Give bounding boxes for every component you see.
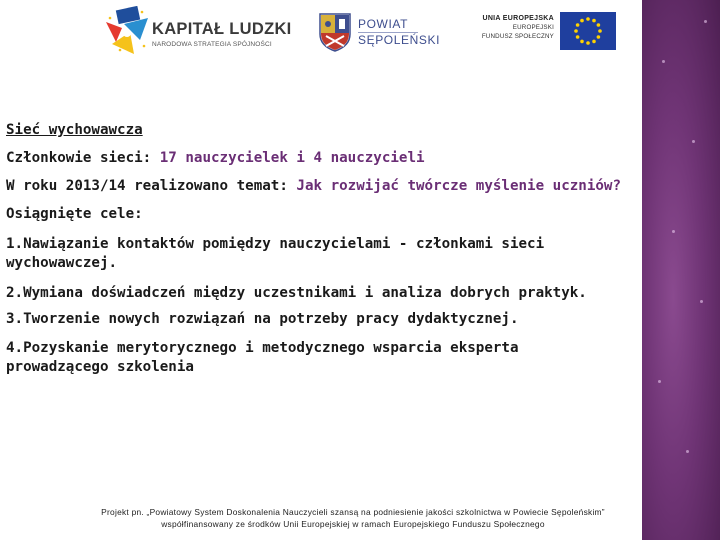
sparkle-decoration (704, 20, 707, 23)
eu-text-block (476, 14, 554, 41)
coat-of-arms-icon (318, 12, 352, 52)
eu-flag-icon (560, 12, 616, 50)
sparkle-decoration (700, 300, 703, 303)
kapital-ludzki-emblem-icon (104, 6, 150, 56)
sparkle-decoration (662, 60, 665, 63)
goals-label: Osiągnięte cele: (6, 206, 143, 222)
sparkle-decoration (658, 380, 661, 383)
sparkle-decoration (686, 450, 689, 453)
eu-line2: EUROPEJSKI (512, 24, 554, 31)
members-line (6, 150, 425, 166)
powiat-line1: POWIAT (358, 17, 409, 31)
eu-line1: UNIA EUROPEJSKA (482, 15, 554, 22)
topic-value: Jak rozwijać twórcze myślenie uczniów? (296, 178, 622, 194)
powiat-line2: SĘPOLEŃSKI (358, 33, 441, 47)
sparkle-decoration (672, 230, 675, 233)
members-value: 17 nauczycielek i 4 nauczycieli (159, 150, 425, 166)
decorative-side-panel (642, 0, 720, 540)
footer-line1: Projekt pn. „Powiatowy System Doskonalenia Nauczycieli szansą na podniesienie jakości szkolnictwa w Powiecie Sępoleńskim” (101, 507, 605, 517)
kapital-ludzki-logo (104, 6, 292, 56)
kapital-ludzki-subtitle: NARODOWA STRATEGIA SPÓJNOŚCI (152, 41, 272, 48)
topic-label: W roku 2013/14 realizowano temat: (6, 178, 288, 194)
members-label: Członkowie sieci: (6, 150, 152, 166)
powiat-logo (318, 12, 441, 52)
goal-item-3: 3.Tworzenie nowych rozwiązań na potrzeby pracy dydaktycznej. (6, 311, 519, 327)
eu-line3: FUNDUSZ SPOŁECZNY (481, 33, 554, 40)
footer (58, 506, 648, 530)
goal-item-2: 2.Wymiana doświadczeń między uczestnikami i analiza dobrych praktyk. (6, 285, 587, 301)
eu-logo (476, 12, 616, 52)
goal-item-4: 4.Pozyskanie merytorycznego i metodycznego wsparcia eksperta prowadzącego szkolenia (6, 340, 519, 375)
sparkle-decoration (692, 140, 695, 143)
topic-line (6, 178, 621, 194)
kapital-ludzki-title: KAPITAŁ LUDZKI (152, 20, 292, 38)
content-heading: Sieć wychowawcza (6, 122, 143, 138)
goal-item-1: 1.Nawiązanie kontaktów pomiędzy nauczycielami - członkami sieci wychowawczej. (6, 236, 545, 271)
footer-line2: współfinansowany ze środków Unii Europejskiej w ramach Europejskiego Funduszu Społecznego (161, 519, 545, 529)
